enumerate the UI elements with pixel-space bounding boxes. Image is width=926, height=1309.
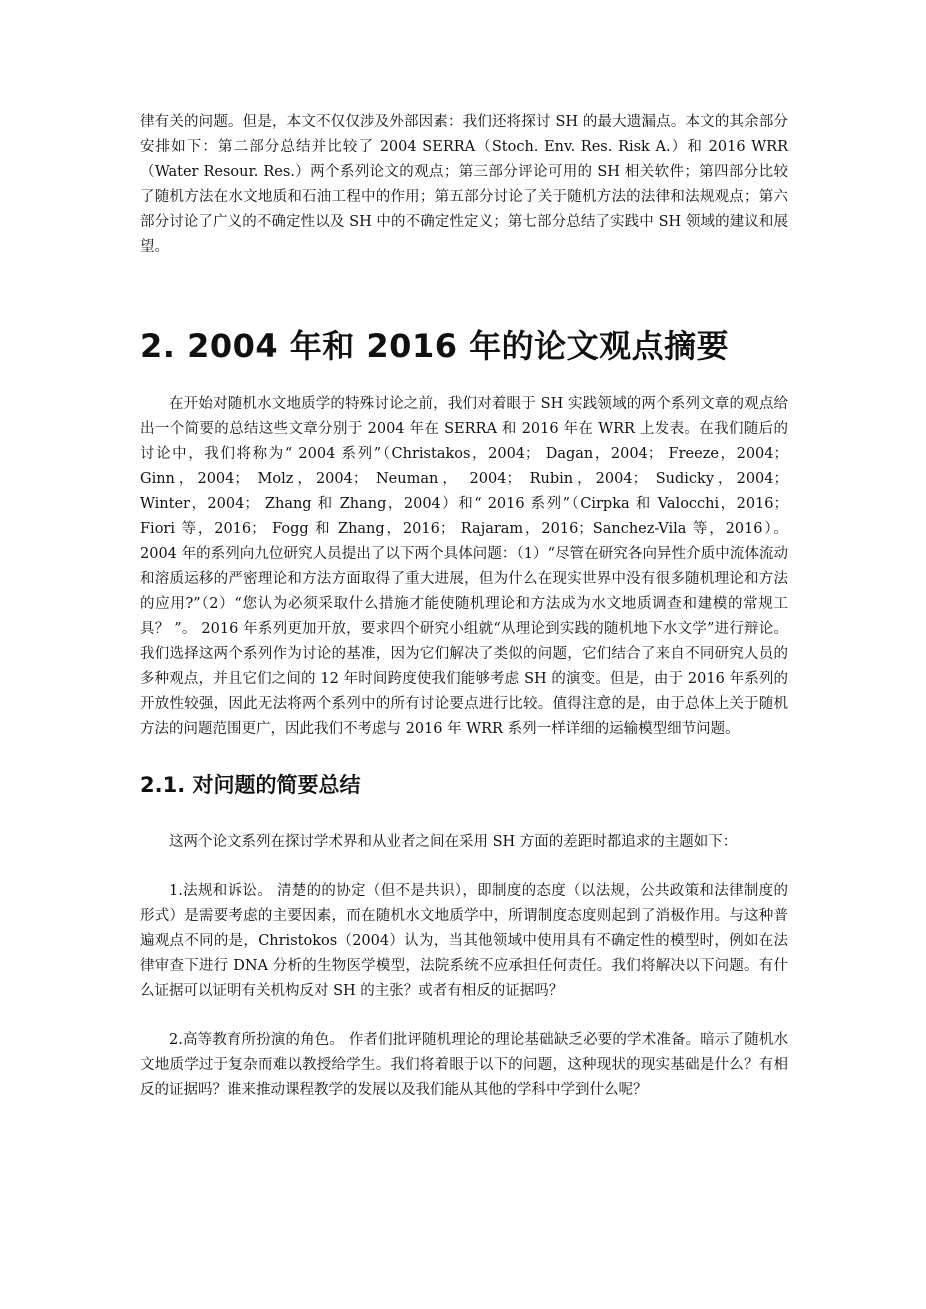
section-2-title: 2004 年和 2016 年的论文观点摘要 <box>187 327 730 365</box>
list-item-regulations: 1.法规和诉讼。 清楚的的协定（但不是共识），即制度的态度（以法规，公共政策和法律制度的形式）是需要考虑的主要因素，而在随机水文地质学中，所谓制度态度则起到了消极作用。与这种普遍观点不同的是，Christokos（2004）认为，当其他领域中使用具有不确定性的模型时，例如在法律审查下进行 DNA 分析的生物医学模型，法院系统不应承担任何责任。我们将解决以下问题。有什么证据可以证明有关机构反对 SH 的主张？或者有相反的证据吗？ <box>140 883 788 999</box>
subsection-2-1-number: 2.1. <box>140 773 186 797</box>
intro-paragraph: 律有关的问题。但是，本文不仅仅涉及外部因素：我们还将探讨 SH 的最大遗漏点。本文的其余部分安排如下：第二部分总结并比较了 2004 SERRA（Stoch. Env. Res. Risk A.）和 2016 WRR（Water Resour. Res.）两个系列论文的观点；第三部分评论可用的 SH 相关软件；第四部分比较了随机方法在水文地质和石油工程中的作用；第五部分讨论了关于随机方法的法律和法规观点；第六部分讨论了广义的不确定性以及 SH 中的不确定性定义；第七部分总结了实践中 SH 领域的建议和展望。 <box>140 114 788 255</box>
section-2-heading <box>140 326 788 366</box>
document-page <box>140 110 788 1103</box>
subsection-2-1-intro: 这两个论文系列在探讨学术界和从业者之间在采用 SH 方面的差距时都追求的主题如下： <box>169 834 738 850</box>
subsection-2-1-title: 对问题的简要总结 <box>192 773 361 797</box>
section-2-paragraph: 在开始对随机水文地质学的特殊讨论之前，我们对着眼于 SH 实践领域的两个系列文章的观点给出一个简要的总结这些文章分别于 2004 年在 SERRA 和 2016 年在 WRR 上发表。在我们随后的讨论中，我们将称为“ 2004 系列”（Christakos，2004； Dagan，2004； Freeze，2004； Ginn，2004； Molz，2004； Neuman， 2004； Rubin，2004； Sudicky，2004； Winter，2004； Zhang 和 Zhang，2004）和“ 2016 系列”（Cirpka 和 Valocchi，2016； Fiori 等，2016； Fogg 和 Zhang，2016； Rajaram，2016；Sanchez-Vila 等，2016）。 2004 年的系列向九位研究人员提出了以下两个具体问题：（1）“尽管在研究各向异性介质中流体流动和溶质运移的严密理论和方法方面取得了重大进展，但为什么在现实世界中没有很多随机理论和方法的应用?”（2）“您认为必须采取什么措施才能使随机理论和方法成为水文地质调查和建模的常规工具？ ”。 2016 年系列更加开放，要求四个研究小组就“从理论到实践的随机地下水文学”进行辩论。我们选择这两个系列作为讨论的基准，因为它们解决了类似的问题，它们结合了来自不同研究人员的多种观点，并且它们之间的 12 年时间跨度使我们能够考虑 SH 的演变。但是，由于 2016 年系列的开放性较强，因此无法将两个系列中的所有讨论要点进行比较。值得注意的是，由于总体上关于随机方法的问题范围更广，因此我们不考虑与 2016 年 WRR 系列一样详细的运输模型细节问题。 <box>140 396 788 737</box>
subsection-2-1-heading <box>140 770 788 800</box>
list-item-higher-education: 2.高等教育所扮演的角色。 作者们批评随机理论的理论基础缺乏必要的学术准备。暗示了随机水文地质学过于复杂而难以教授给学生。我们将着眼于以下的问题，这种现状的现实基础是什么？有相反的证据吗？谁来推动课程教学的发展以及我们能从其他的学科中学到什么呢？ <box>140 1032 788 1098</box>
section-2-number: 2. <box>140 327 176 365</box>
